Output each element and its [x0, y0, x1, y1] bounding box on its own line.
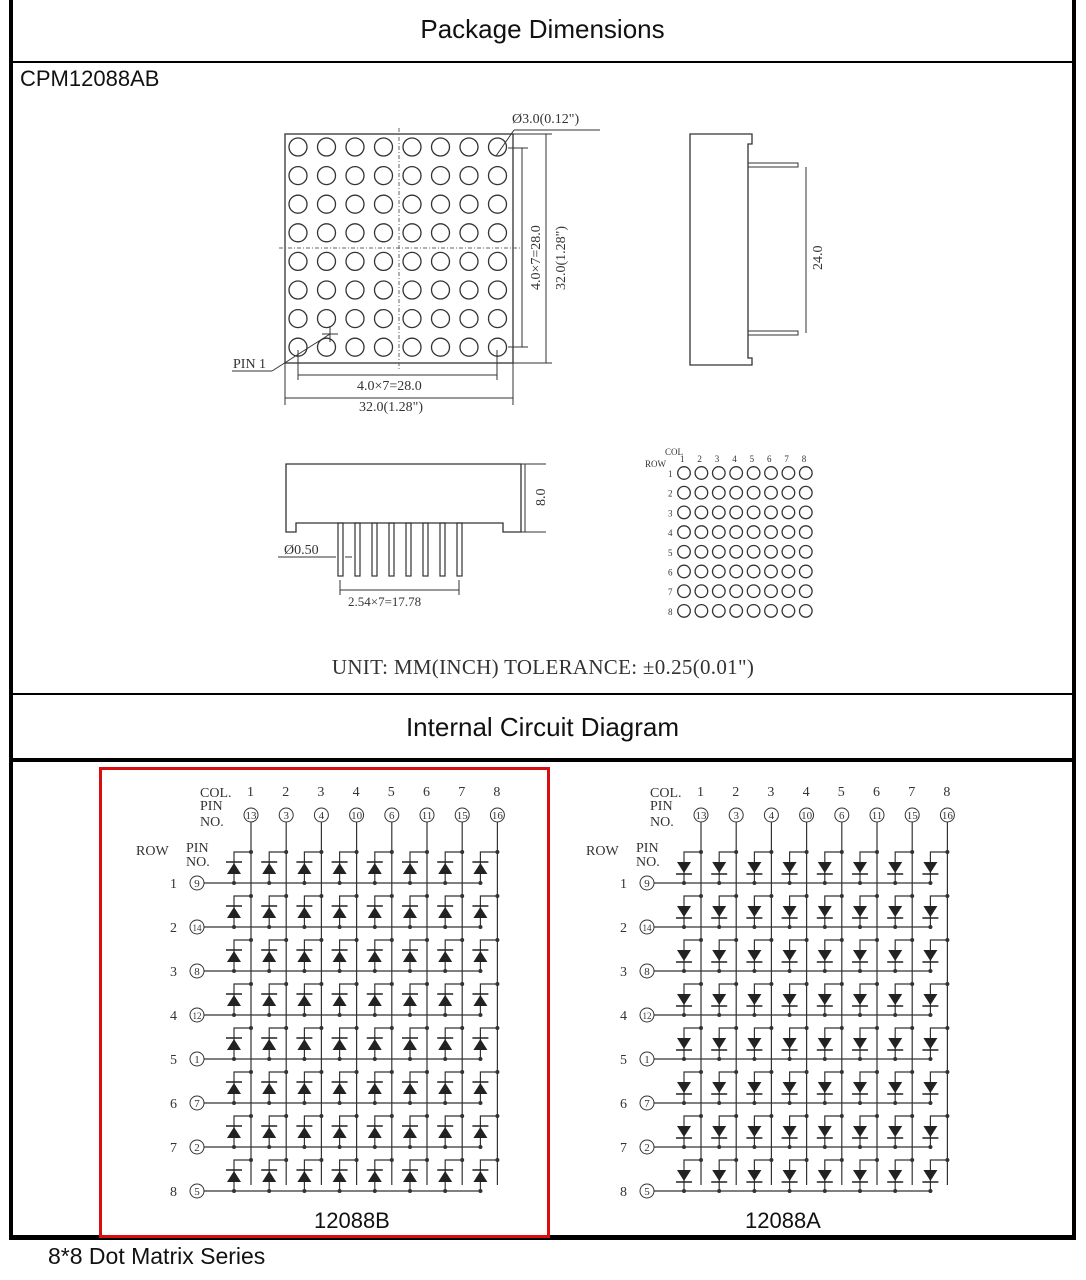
svg-text:NO.: NO. — [186, 855, 210, 870]
svg-text:5: 5 — [620, 1053, 627, 1068]
svg-text:4: 4 — [668, 528, 673, 539]
svg-text:NO.: NO. — [636, 855, 660, 870]
svg-text:3: 3 — [714, 454, 720, 464]
svg-text:ROW: ROW — [136, 844, 169, 859]
svg-text:7: 7 — [620, 1141, 627, 1156]
svg-text:3: 3 — [620, 965, 627, 980]
svg-text:PIN: PIN — [186, 841, 209, 856]
svg-text:8: 8 — [801, 454, 807, 464]
svg-text:5: 5 — [749, 454, 755, 464]
svg-text:24.0: 24.0 — [811, 245, 826, 270]
svg-text:PIN: PIN — [636, 841, 659, 856]
svg-text:6: 6 — [389, 810, 395, 822]
svg-text:1: 1 — [620, 877, 627, 892]
svg-text:6: 6 — [767, 454, 772, 464]
svg-text:7: 7 — [908, 785, 916, 800]
svg-text:5: 5 — [387, 785, 395, 800]
svg-text:3: 3 — [170, 965, 177, 980]
svg-text:4.0×7=28.0: 4.0×7=28.0 — [529, 225, 544, 290]
svg-text:1: 1 — [644, 1054, 650, 1066]
svg-text:2: 2 — [194, 1142, 200, 1154]
svg-text:ROW: ROW — [586, 844, 619, 859]
svg-text:PIN 1: PIN 1 — [233, 357, 267, 372]
svg-text:16: 16 — [941, 810, 953, 822]
svg-text:2: 2 — [732, 785, 740, 800]
svg-text:8.0: 8.0 — [534, 488, 549, 506]
package-dimensions-title: Package Dimensions — [420, 14, 665, 44]
svg-text:NO.: NO. — [650, 815, 674, 830]
svg-text:8: 8 — [644, 966, 650, 978]
svg-text:2: 2 — [620, 921, 627, 936]
svg-text:8: 8 — [493, 785, 501, 800]
series-footer: 8*8 Dot Matrix Series — [48, 1243, 266, 1269]
svg-text:9: 9 — [644, 878, 650, 890]
svg-text:NO.: NO. — [200, 815, 224, 830]
svg-text:Ø0.50: Ø0.50 — [284, 543, 319, 558]
svg-text:6: 6 — [668, 567, 673, 578]
svg-text:15: 15 — [456, 810, 468, 822]
svg-text:2: 2 — [282, 785, 290, 800]
svg-text:7: 7 — [194, 1098, 200, 1110]
svg-text:COL.: COL. — [650, 786, 682, 801]
svg-text:6: 6 — [423, 785, 430, 800]
svg-text:12: 12 — [192, 1011, 202, 1021]
svg-text:3: 3 — [317, 785, 325, 800]
svg-text:11: 11 — [421, 810, 433, 822]
circuit-diagram-12088A — [550, 770, 1010, 1200]
svg-text:7: 7 — [458, 785, 466, 800]
svg-text:COL: COL — [665, 447, 683, 457]
svg-text:4: 4 — [802, 785, 810, 800]
unit-tolerance-note: UNIT: MM(INCH) TOLERANCE: ±0.25(0.01") — [331, 655, 755, 679]
svg-text:16: 16 — [491, 810, 503, 822]
svg-text:PIN: PIN — [200, 799, 223, 814]
svg-text:COL.: COL. — [200, 786, 232, 801]
svg-text:2: 2 — [668, 488, 673, 499]
svg-text:4.0×7=28.0: 4.0×7=28.0 — [357, 379, 422, 394]
svg-text:15: 15 — [906, 810, 918, 822]
svg-text:2: 2 — [644, 1142, 650, 1154]
svg-text:6: 6 — [620, 1097, 627, 1112]
svg-text:Ø3.0(0.12"): Ø3.0(0.12") — [512, 112, 580, 127]
svg-text:2: 2 — [170, 921, 177, 936]
svg-text:9: 9 — [194, 878, 200, 890]
svg-text:4: 4 — [768, 810, 775, 822]
svg-text:8: 8 — [943, 785, 951, 800]
variant-label-12088A: 12088A — [745, 1208, 821, 1233]
svg-text:8: 8 — [194, 966, 200, 978]
svg-text:4: 4 — [170, 1009, 177, 1024]
svg-text:12: 12 — [642, 1011, 652, 1021]
svg-text:7: 7 — [170, 1141, 177, 1156]
svg-text:ROW: ROW — [645, 459, 666, 469]
divider-thick — [9, 758, 1076, 762]
svg-text:13: 13 — [245, 810, 257, 822]
svg-text:2.54×7=17.78: 2.54×7=17.78 — [348, 594, 422, 609]
divider — [9, 693, 1076, 695]
svg-text:4: 4 — [620, 1009, 627, 1024]
svg-text:4: 4 — [318, 810, 325, 822]
svg-text:3: 3 — [283, 810, 289, 822]
svg-text:1: 1 — [194, 1054, 200, 1066]
circuit-diagram-12088B — [100, 770, 560, 1200]
bottom-view-body — [286, 464, 521, 532]
svg-text:8: 8 — [170, 1185, 177, 1200]
svg-text:14: 14 — [642, 923, 652, 933]
svg-text:14: 14 — [192, 923, 202, 933]
side-view-body — [690, 134, 752, 365]
svg-text:4: 4 — [352, 785, 360, 800]
svg-text:6: 6 — [170, 1097, 177, 1112]
svg-text:13: 13 — [695, 810, 707, 822]
svg-text:10: 10 — [801, 810, 813, 822]
svg-text:7: 7 — [668, 587, 673, 598]
svg-text:8: 8 — [668, 606, 673, 617]
svg-text:5: 5 — [668, 547, 673, 558]
svg-text:7: 7 — [644, 1098, 650, 1110]
svg-text:3: 3 — [767, 785, 775, 800]
svg-text:1: 1 — [697, 785, 704, 800]
svg-text:10: 10 — [351, 810, 363, 822]
svg-text:1: 1 — [680, 454, 685, 464]
svg-text:6: 6 — [839, 810, 845, 822]
svg-text:32.0(1.28"): 32.0(1.28") — [359, 400, 424, 415]
svg-text:1: 1 — [247, 785, 254, 800]
svg-text:3: 3 — [668, 508, 673, 519]
svg-text:5: 5 — [644, 1186, 650, 1198]
internal-circuit-title: Internal Circuit Diagram — [405, 712, 680, 742]
model-number: CPM12088AB — [20, 66, 160, 91]
svg-text:5: 5 — [837, 785, 845, 800]
svg-text:32.0(1.28"): 32.0(1.28") — [554, 225, 569, 290]
variant-label-12088B: 12088B — [314, 1208, 390, 1233]
svg-text:5: 5 — [194, 1186, 200, 1198]
svg-text:8: 8 — [620, 1185, 627, 1200]
svg-text:PIN: PIN — [650, 799, 673, 814]
svg-text:5: 5 — [170, 1053, 177, 1068]
svg-text:1: 1 — [668, 469, 673, 479]
svg-text:3: 3 — [733, 810, 739, 822]
svg-text:1: 1 — [170, 877, 177, 892]
svg-text:2: 2 — [697, 454, 702, 464]
svg-text:11: 11 — [871, 810, 883, 822]
svg-text:7: 7 — [784, 454, 789, 464]
svg-text:4: 4 — [732, 454, 737, 464]
svg-text:6: 6 — [873, 785, 880, 800]
